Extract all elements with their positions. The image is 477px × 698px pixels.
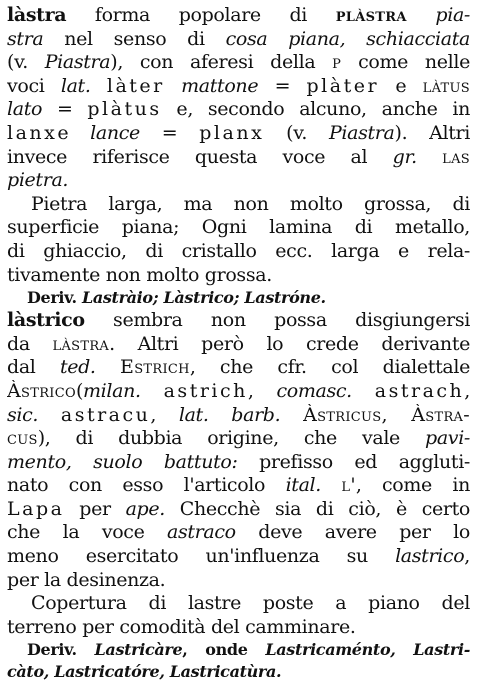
text-run: Lastràio; Làstrico; Lastróne. [81, 288, 326, 308]
text-run: da [7, 332, 53, 355]
text-run: ), con aferesi della [110, 51, 333, 74]
text-run: , onde [182, 640, 266, 660]
text-run: cus [7, 427, 38, 450]
text-run: Àstrico [7, 379, 76, 402]
text-run: ital. [285, 474, 321, 497]
text-run: superficie piana; Ogni lamina di metallo, [7, 216, 470, 239]
text-run: plàstra [335, 4, 407, 26]
text-line [7, 451, 470, 475]
text-run: , che cfr. col dialettale [189, 356, 470, 379]
text-line [7, 356, 470, 380]
text-run: astrich [163, 379, 248, 402]
text-run: , [247, 379, 277, 402]
text-run: per la desinenza. [7, 568, 166, 591]
text-run [417, 146, 442, 168]
text-run [280, 404, 303, 426]
text-run: lat. [60, 74, 91, 97]
text-run: càto, Lastricatóre, Lastricatùra. [7, 662, 282, 682]
text-run: , come in [355, 474, 470, 497]
text-run: prefisso ed aggluti- [237, 450, 470, 473]
text-run: Lapa [7, 497, 65, 520]
text-run: deve avere per lo [235, 521, 470, 544]
text-run: Pietra larga, ma non molto grossa, di [31, 192, 470, 215]
text-run: p [332, 51, 342, 74]
text-line [7, 498, 470, 522]
text-run: astraco [167, 521, 236, 544]
text-run: làstrico [7, 309, 85, 332]
text-run: lastrico [395, 545, 465, 568]
text-run: Estrich [120, 356, 190, 379]
entry-lastra-etymology [7, 4, 470, 193]
text-line [7, 146, 470, 170]
text-run: . Altri però lo crede derivante [109, 332, 470, 355]
text-run: Àstricus, Àstra- [303, 403, 470, 426]
text-line [7, 592, 470, 616]
text-line [7, 122, 470, 146]
text-line [7, 427, 470, 451]
text-line [7, 380, 470, 404]
text-run: mattone [181, 74, 259, 97]
text-run: per [64, 497, 126, 520]
text-run: Piastra [44, 51, 111, 74]
text-run: come nelle [341, 51, 470, 74]
text-run: Lastricàre [94, 640, 183, 660]
text-line [7, 264, 470, 288]
text-line [7, 404, 470, 428]
text-run: làstra [52, 332, 110, 355]
text-run: planx [199, 121, 265, 144]
text-run: Copertura di lastre poste a piano del [31, 592, 470, 615]
text-run: = [258, 74, 307, 97]
text-line [7, 51, 470, 75]
text-line [7, 98, 470, 122]
text-run [141, 380, 164, 402]
entry-lastrico [7, 309, 470, 683]
text-run: cosa piana, schiacciata [225, 27, 470, 50]
text-run: plàter [306, 74, 380, 97]
text-run: ). Altri [394, 121, 470, 144]
text-line [7, 616, 470, 640]
text-run: milan. [83, 379, 141, 402]
entry-lastrico-derivatives [7, 639, 470, 683]
text-run: pietra. [7, 169, 69, 192]
text-run: mento, suolo battuto: [7, 450, 238, 473]
text-line [7, 661, 470, 683]
text-run: Deriv. [27, 640, 95, 660]
text-line [7, 4, 470, 28]
text-run: Lastricaménto, Lastri- [265, 640, 470, 660]
text-run: pavi- [425, 427, 470, 450]
text-run: pia- [406, 4, 470, 26]
text-run: (v. [264, 121, 329, 144]
text-run: nel senso di [43, 27, 226, 50]
text-line [7, 28, 470, 52]
text-run: sembra non possa disgiungersi [84, 309, 470, 332]
text-run: nato con esso l'articolo [7, 474, 286, 497]
text-line [7, 75, 470, 99]
text-run: invece riferisce questa voce al [7, 145, 393, 168]
text-run: astrach [374, 379, 465, 402]
text-run: ( [75, 379, 84, 402]
entry-lastrico-definition [7, 592, 470, 639]
text-run: comasc. [276, 379, 352, 402]
text-run: che la voce [7, 521, 168, 544]
text-run: lanx [7, 121, 58, 144]
text-run [38, 404, 61, 426]
entry-lastra-definition [7, 193, 470, 287]
text-run: (v. [7, 51, 45, 74]
text-run: voci [7, 74, 61, 97]
text-run: astracu [60, 403, 151, 426]
text-run: sic. [7, 403, 39, 426]
text-run: , [464, 545, 470, 568]
text-run: Deriv. [27, 288, 82, 308]
text-run: = [42, 98, 88, 121]
text-run: ), di dubbia origine, che vale [37, 427, 426, 450]
text-run: plàtus [87, 98, 162, 121]
text-run: lat. barb. [178, 403, 281, 426]
text-run: , [464, 379, 470, 402]
text-run: Checchè sia di ciò, è certo [164, 497, 470, 520]
text-line [7, 474, 470, 498]
text-run: las [442, 145, 470, 168]
text-run: terreno per comodità del camminare. [7, 615, 356, 638]
text-run: , [150, 403, 179, 426]
text-run [321, 474, 341, 496]
text-line [7, 545, 470, 569]
text-run: làstra [7, 4, 67, 26]
text-run: làtus [422, 74, 470, 97]
text-run: làter [106, 74, 165, 97]
text-run: = [139, 121, 200, 144]
text-run: stra [7, 27, 44, 50]
text-line [7, 169, 470, 193]
entry-lastrico-etymology [7, 309, 470, 592]
text-run: tivamente non molto grossa. [7, 263, 272, 286]
text-line [7, 521, 470, 545]
text-line [7, 333, 470, 357]
text-run: Piastra [328, 121, 395, 144]
text-run: ape. [125, 497, 165, 520]
text-run: l' [341, 474, 356, 497]
text-run: di ghiaccio, di cristallo ecc. larga e rela- [7, 239, 470, 262]
entry-lastra [7, 4, 470, 309]
text-line [7, 569, 470, 593]
text-run: ted. [59, 356, 96, 379]
text-run: gr. [392, 145, 417, 168]
text-line [7, 309, 470, 333]
text-line [7, 193, 470, 217]
text-run: forma popolare di [66, 4, 336, 26]
text-run: lato [7, 98, 43, 121]
text-line [7, 240, 470, 264]
text-run [96, 356, 120, 378]
text-run [352, 380, 375, 402]
text-line [7, 639, 470, 661]
text-line [7, 216, 470, 240]
text-run: lance [90, 121, 140, 144]
text-run: meno esercitato un'influenza su [7, 545, 396, 568]
text-run: dal [7, 356, 60, 379]
text-run: e, secondo alcuno, anche in [161, 98, 470, 121]
entry-lastra-derivatives [7, 287, 470, 309]
text-run [165, 75, 181, 97]
text-run [91, 75, 107, 97]
text-run: e [57, 121, 91, 144]
text-run: e [379, 74, 423, 97]
